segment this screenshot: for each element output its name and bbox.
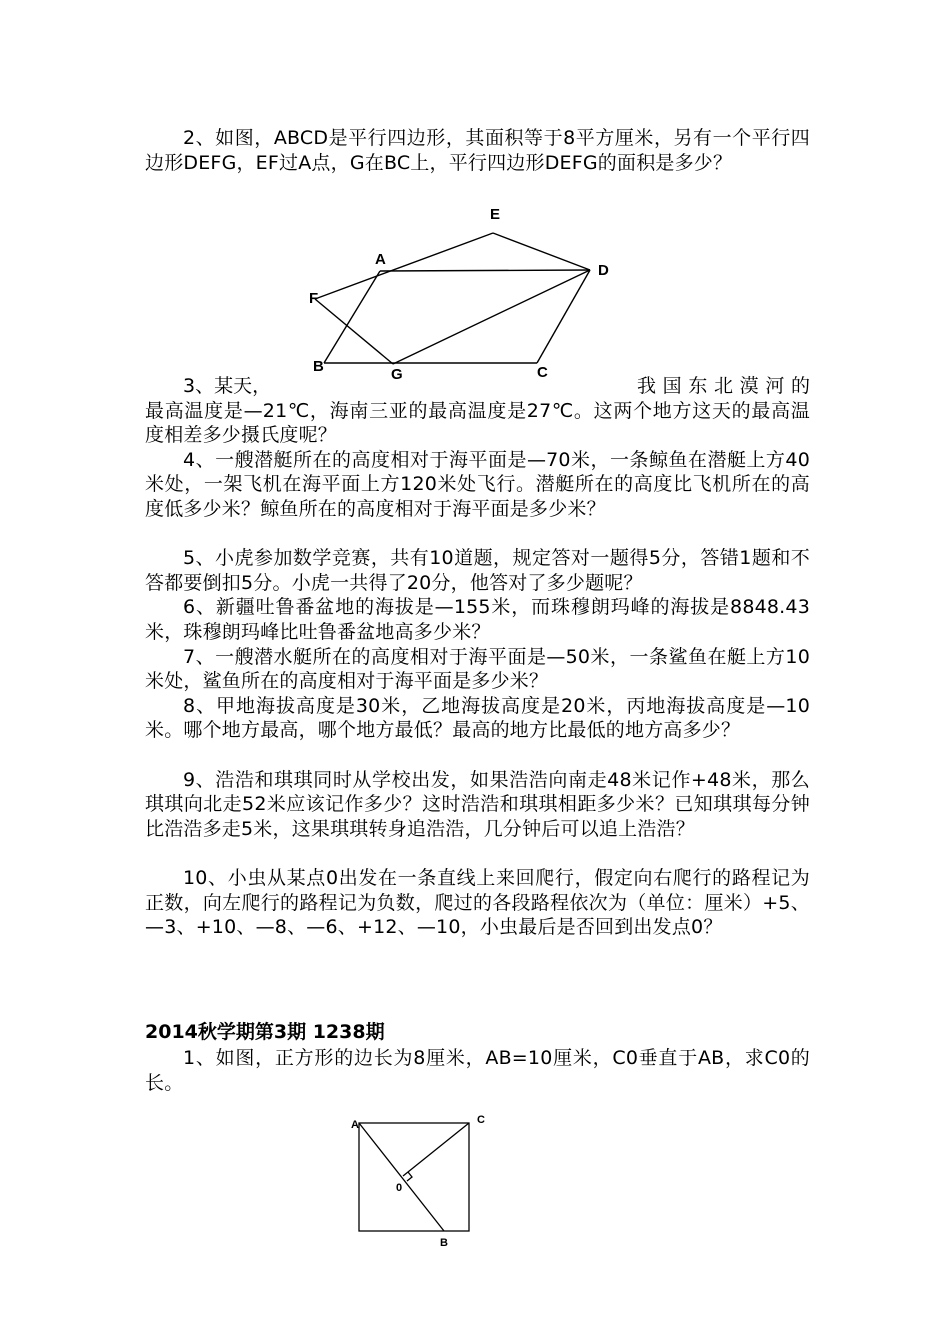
square-figure bbox=[340, 1105, 500, 1250]
label-C: C bbox=[537, 364, 548, 380]
section-heading: 2014秋学期第3期 1238期 bbox=[145, 1021, 385, 1043]
problem-9: 9、浩浩和琪琪同时从学校出发，如果浩浩向南走48米记作+48米，那么琪琪向北走52米应该记作多少？这时浩浩和琪琪相距多少米？已知琪琪每分钟比浩浩多走5米，这果琪琪转身追浩浩，几分钟后可以追上浩浩？ bbox=[145, 768, 810, 840]
label-F: F bbox=[309, 290, 319, 307]
label-sq-A: A bbox=[351, 1119, 359, 1131]
problem-7: 7、一艘潜水艇所在的高度相对于海平面是—50米，一条鲨鱼在艇上方10米处，鲨鱼所在的高度相对于海平面是多少米？ bbox=[145, 645, 810, 693]
problem-10: 10、小虫从某点0出发在一条直线上来回爬行，假定向右爬行的路程记为正数，向左爬行的路程记为负数，爬过的各段路程依次为（单位：厘米）+5、—3、+10、—8、—6、+12、—10，小虫最后是否回到出发点0？ bbox=[145, 867, 810, 939]
label-sq-B: B bbox=[440, 1237, 448, 1249]
problem-3-mid: 我国东北漠河的 bbox=[637, 375, 810, 397]
problem-5: 5、小虎参加数学竞赛，共有10道题，规定答对一题得5分，答错1题和不答都要倒扣5分。小虎一共得了20分，他答对了多少题呢？ bbox=[145, 547, 810, 594]
problem-2: 2、如图，ABCD是平行四边形，其面积等于8平方厘米，另有一个平行四边形DEFG，EF过A点，G在BC上，平行四边形DEFG的面积是多少？ bbox=[145, 127, 810, 174]
problem-3-rest: 最高温度是—21℃，海南三亚的最高温度是27℃。这两个地方这天的最高温度相差多少摄氏度呢？ bbox=[145, 399, 810, 447]
problem-4: 4、一艘潜艇所在的高度相对于海平面是—70米，一条鲸鱼在潜艇上方40米处，一架飞机在海平面上方120米处飞行。潜艇所在的高度比飞机所在的高度低多少米？鲸鱼所在的高度相对于海平面是多少米？ bbox=[145, 448, 810, 520]
label-E: E bbox=[490, 206, 501, 223]
label-D: D bbox=[598, 262, 609, 279]
label-sq-O: 0 bbox=[396, 1182, 403, 1194]
parallelogram-figure bbox=[300, 200, 630, 380]
label-G: G bbox=[391, 366, 403, 380]
label-B: B bbox=[313, 358, 324, 375]
problem-6: 6、新疆吐鲁番盆地的海拔是—155米，而珠穆朗玛峰的海拔是8848.43米，珠穆朗玛峰比吐鲁番盆地高多少米？ bbox=[145, 596, 810, 643]
problem-3-start: 3、某天， bbox=[183, 375, 272, 397]
label-A: A bbox=[375, 251, 386, 268]
section-problem-1: 1、如图，正方形的边长为8厘米，AB=10厘米，C0垂直于AB，求C0的长。 bbox=[145, 1047, 810, 1094]
problem-8: 8、甲地海拔高度是30米，乙地海拔高度是20米，丙地海拔高度是—10米。哪个地方最高，哪个地方最低？最高的地方比最低的地方高多少？ bbox=[145, 694, 810, 742]
label-sq-C: C bbox=[477, 1114, 485, 1126]
